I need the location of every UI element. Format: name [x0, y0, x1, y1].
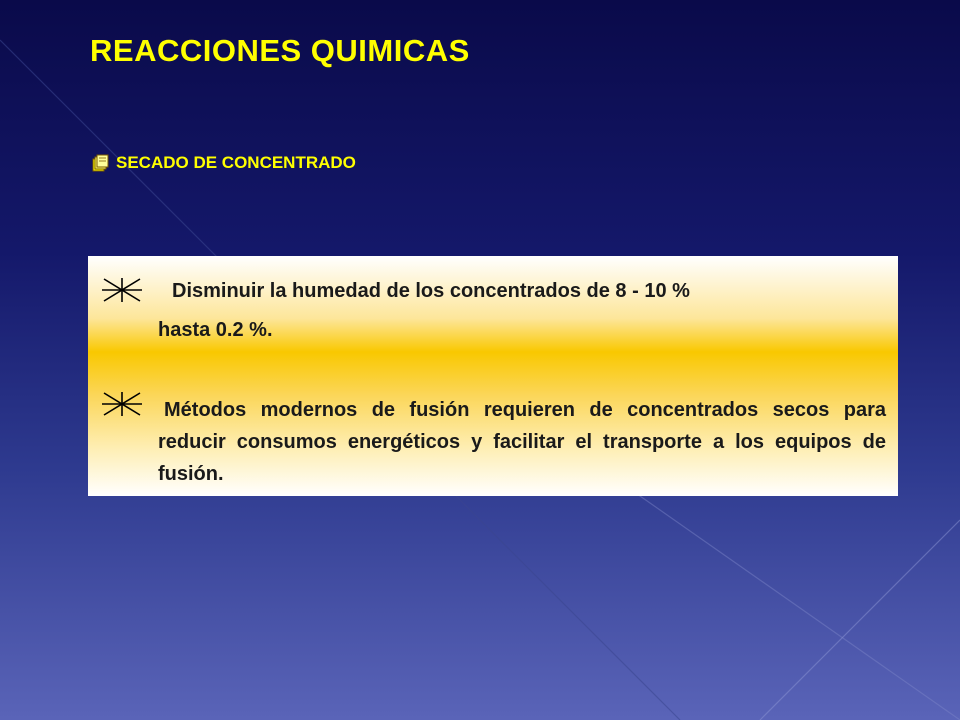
- book-icon: [90, 153, 110, 173]
- star-bullet-icon: [100, 276, 144, 304]
- bullet-1-line-2: hasta 0.2 %.: [158, 319, 273, 341]
- bullet-1-line-1: Disminuir la humedad de los concentrados de 8 - 10 %: [172, 280, 690, 302]
- section-label: SECADO DE CONCENTRADO: [116, 153, 356, 172]
- section-heading: [90, 152, 356, 174]
- slide-title: REACCIONES QUIMICAS: [90, 33, 470, 68]
- star-bullet-icon: [100, 390, 144, 418]
- bullet-2-text: Métodos modernos de fusión requieren de concentrados secos para reducir consumos energéticos y facilitar el transporte a los equipos de fusión.: [158, 399, 886, 485]
